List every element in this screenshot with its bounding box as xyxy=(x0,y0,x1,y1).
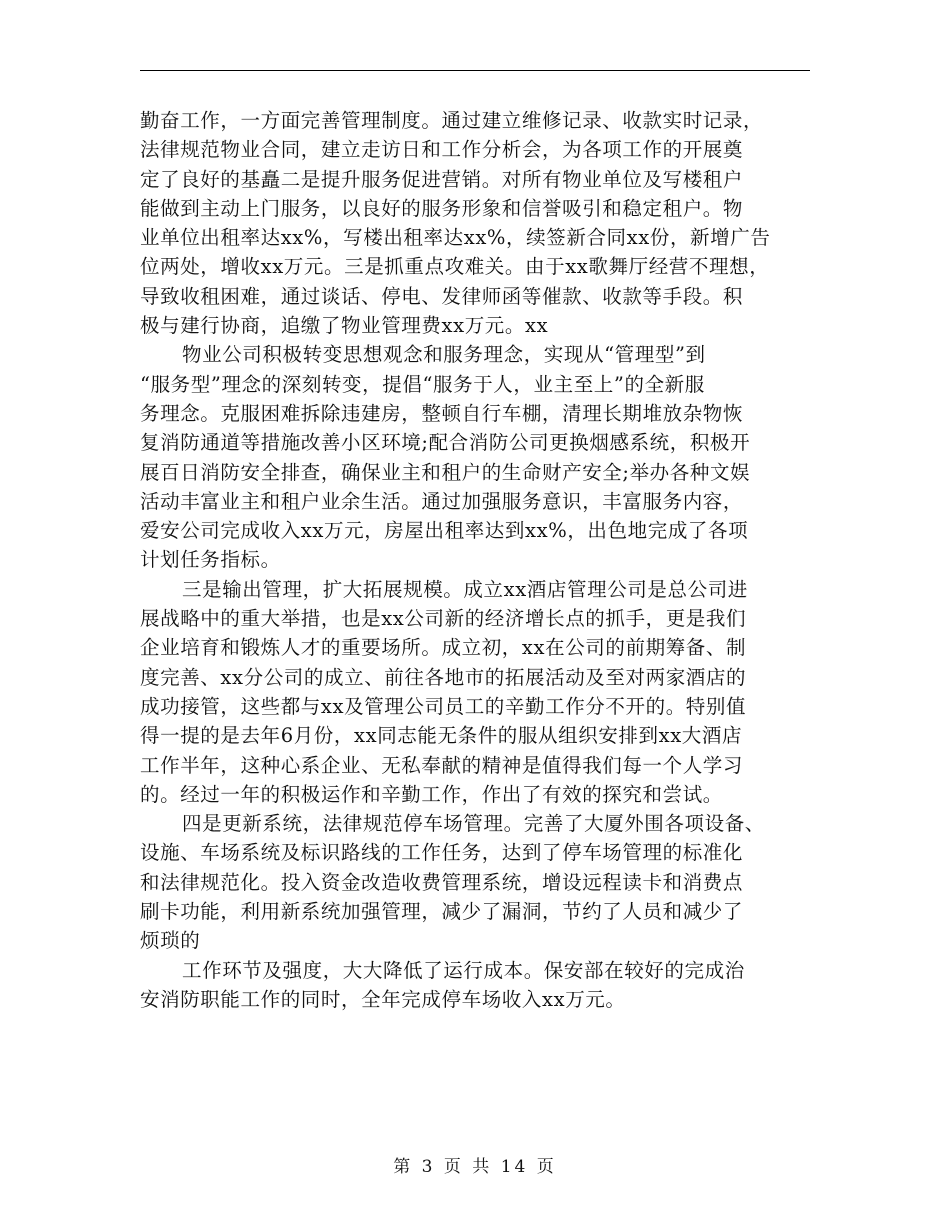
text-line: 业单位出租率达xx%，写楼出租率达xx%，续签新合同xx份，新增广告 xyxy=(140,226,771,250)
text-line: 烦琐的 xyxy=(140,929,201,953)
header-rule xyxy=(140,70,810,71)
text-line: “服务型”理念的深刻转变，提倡“服务于人，业主至上”的全新服 xyxy=(140,372,705,396)
text-line: 成功接管，这些都与xx及管理公司员工的辛勤工作分不开的。特别值 xyxy=(140,694,747,718)
text-line: 四是更新系统，法律规范停车场管理。完善了大厦外围各项设备、 xyxy=(182,812,765,836)
text-line: 务理念。克服困难拆除违建房，整顿自行车棚，清理长期堆放杂物恢 xyxy=(140,401,744,425)
text-line: 活动丰富业主和租户业余生活。通过加强服务意识，丰富服务内容， xyxy=(140,489,744,513)
text-line: 法律规范物业合同，建立走访日和工作分析会，为各项工作的开展奠 xyxy=(140,138,744,162)
page-number-footer: 第 3 页 共 14 页 xyxy=(393,1157,557,1177)
text-line: 工作半年，这种心系企业、无私奉献的精神是值得我们每一个人学习 xyxy=(140,753,744,777)
text-line: 度完善、xx分公司的成立、前往各地市的拓展活动及至对两家酒店的 xyxy=(140,665,747,689)
text-line: 设施、车场系统及标识路线的工作任务，达到了停车场管理的标准化 xyxy=(140,841,744,865)
text-line: 得一提的是去年6月份，xx同志能无条件的服从组织安排到xx大酒店 xyxy=(140,724,743,748)
text-line: 三是输出管理，扩大拓展规模。成立xx酒店管理公司是总公司进 xyxy=(182,577,748,601)
text-line: 和法律规范化。投入资金改造收费管理系统，增设远程读卡和消费点 xyxy=(140,870,744,894)
text-line: 极与建行协商，追缴了物业管理费xx万元。xx xyxy=(140,314,549,338)
text-line: 展百日消防安全排查，确保业主和租户的生命财产安全;举办各种文娱 xyxy=(140,460,751,484)
text-line: 计划任务指标。 xyxy=(140,548,281,572)
text-line: 复消防通道等措施改善小区环境;配合消防公司更换烟感系统，积极开 xyxy=(140,431,751,455)
text-line: 展战略中的重大举措，也是xx公司新的经济增长点的抓手，更是我们 xyxy=(140,607,747,631)
text-line: 工作环节及强度，大大降低了运行成本。保安部在较好的完成治 xyxy=(182,958,745,982)
text-line: 刷卡功能，利用新系统加强管理，减少了漏洞，节约了人员和减少了 xyxy=(140,900,744,924)
text-line: 导致收租困难，通过谈话、停电、发律师函等催款、收款等手段。积 xyxy=(140,284,744,308)
text-line: 勤奋工作，一方面完善管理制度。通过建立维修记录、收款实时记录， xyxy=(140,109,764,132)
text-line: 物业公司积极转变思想观念和服务理念，实现从“管理型”到 xyxy=(182,343,706,367)
text-line: 安消防职能工作的同时，全年完成停车场收入xx万元。 xyxy=(140,987,626,1011)
text-line: 爱安公司完成收入xx万元，房屋出租率达到xx%，出色地完成了各项 xyxy=(140,519,749,543)
text-line: 的。经过一年的积极运作和辛勤工作，作出了有效的探究和尝试。 xyxy=(140,782,723,806)
text-line: 能做到主动上门服务，以良好的服务形象和信誉吸引和稳定租户。物 xyxy=(140,196,744,220)
text-line: 企业培育和锻炼人才的重要场所。成立初，xx在公司的前期筹备、制 xyxy=(140,636,747,660)
text-line: 定了良好的基矗二是提升服务促进营销。对所有物业单位及写楼租户 xyxy=(140,167,744,191)
document-body xyxy=(140,106,830,1014)
text-line: 位两处，增收xx万元。三是抓重点攻难关。由于xx歌舞厅经营不理想， xyxy=(140,255,770,279)
